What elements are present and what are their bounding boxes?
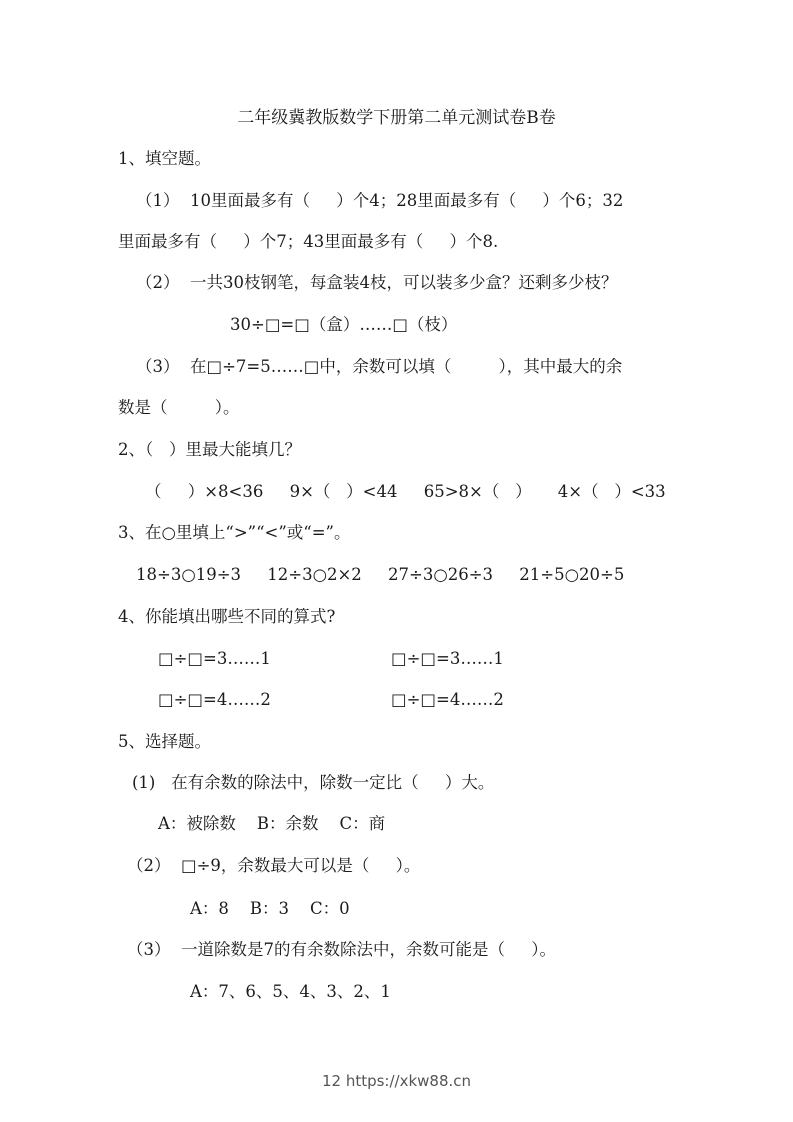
question-5-1: (1) 在有余数的除法中，除数一定比（ ）大。 xyxy=(132,773,495,792)
question-1-1-line-2: 里面最多有（ ）个7；43里面最多有（ ）个8. xyxy=(118,232,499,251)
question-5-2-options: A：8 B：3 C：0 xyxy=(190,899,350,918)
question-1-3-line-1: （3） 在□÷7=5……□中，余数可以填（ ），其中最大的余 xyxy=(136,357,623,376)
question-1-1-line-1: （1） 10里面最多有（ ）个4；28里面最多有（ ）个6；32 xyxy=(136,191,624,210)
question-5-3-options: A：7、6、5、4、3、2、1 xyxy=(190,982,391,1001)
section-1-heading: 1、填空题。 xyxy=(118,149,211,168)
question-5-3: （3） 一道除数是7的有余数除法中，余数可能是（ ）。 xyxy=(127,940,556,959)
section-2-row: （ ）×8<36 9×（ ）<44 65>8×（ ） 4×（ ）<33 xyxy=(145,482,666,501)
question-1-3-line-2: 数是（ ）。 xyxy=(118,398,240,417)
section-2-heading: 2、（ ）里最大能填几？ xyxy=(118,440,301,459)
section-4-row-2-right: □÷□=4……2 xyxy=(391,690,504,709)
question-1-2-line-2: 30÷□=□（盒）……□（枝） xyxy=(230,315,458,334)
section-4-row-2-left: □÷□=4……2 xyxy=(158,690,271,709)
section-4-row-1-right: □÷□=3……1 xyxy=(391,649,504,668)
page-footer: 12 https://xkw88.cn xyxy=(321,1072,472,1090)
question-1-2-line-1: （2） 一共30枝钢笔，每盒装4枝，可以装多少盒？还剩多少枝？ xyxy=(136,273,618,292)
question-5-1-options: A：被除数 B：余数 C：商 xyxy=(158,814,386,833)
question-5-2: （2） □÷9，余数最大可以是（ ）。 xyxy=(127,856,421,875)
section-3-row: 18÷3○19÷3 12÷3○2×2 27÷3○26÷3 21÷5○20÷5 xyxy=(136,565,625,584)
section-3-heading: 3、在○里填上“>”“<”或“=”。 xyxy=(118,523,351,542)
section-5-heading: 5、选择题。 xyxy=(118,732,211,751)
section-4-heading: 4、你能填出哪些不同的算式? xyxy=(118,607,336,626)
document-title: 二年级冀教版数学下册第二单元测试卷B卷 xyxy=(237,108,556,128)
section-4-row-1-left: □÷□=3……1 xyxy=(158,649,271,668)
